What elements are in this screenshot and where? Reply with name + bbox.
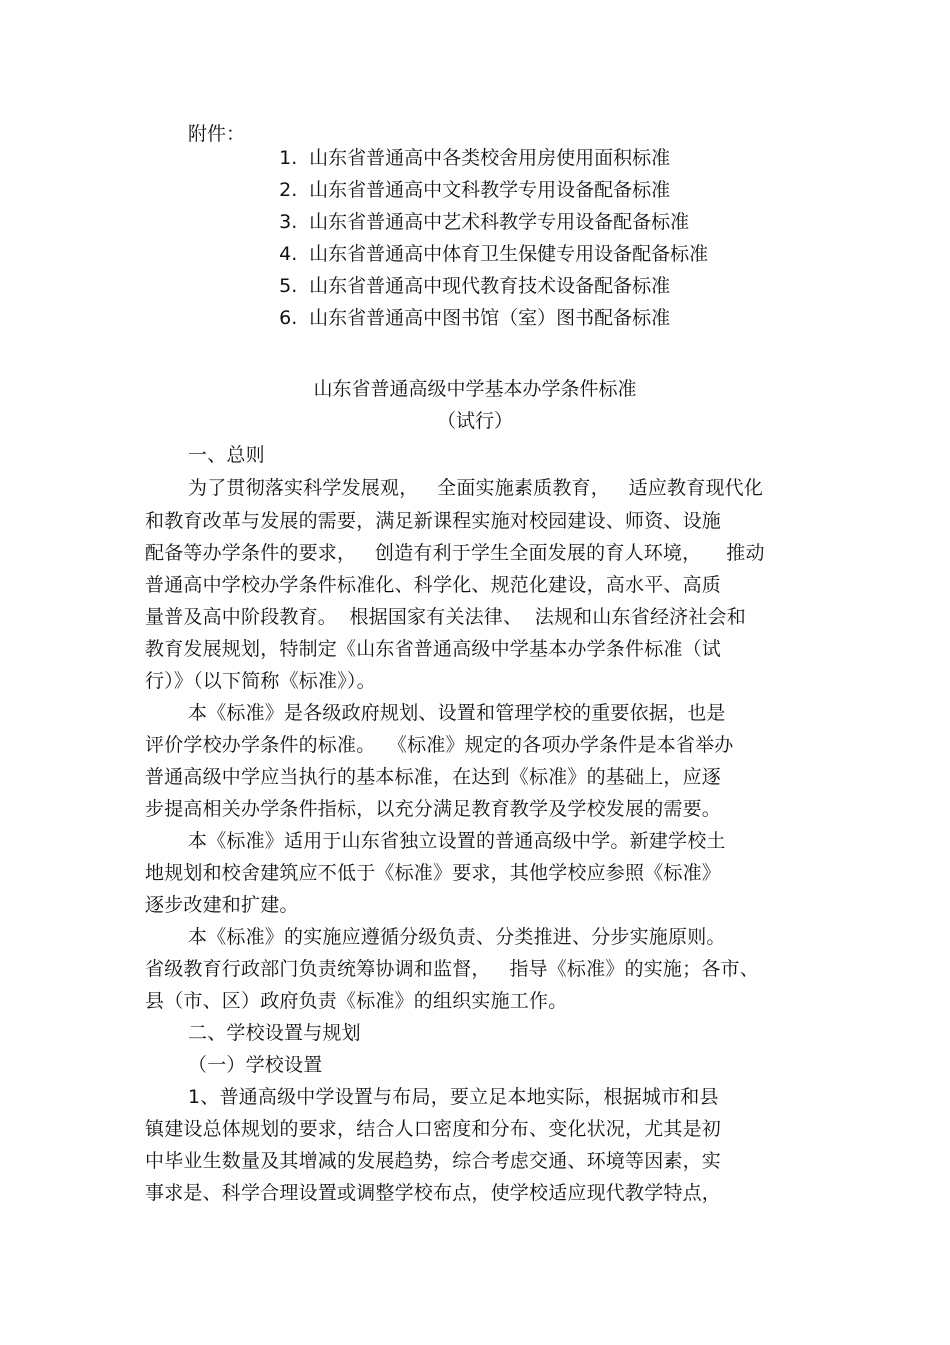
paragraph-line: 本《标准》的实施应遵循分级负责、分类推进、分步实施原则。 — [188, 926, 726, 948]
section-heading: 二、学校设置与规划 — [188, 1022, 361, 1044]
attachments-label: 附件： — [188, 123, 246, 145]
paragraph-line: 县（市、区）政府负责《标准》的组织实施工作。 — [145, 990, 568, 1012]
paragraph-line: 评价学校办学条件的标准。 《标准》规定的各项办学条件是本省举办 — [145, 734, 734, 756]
paragraph-line: 量普及高中阶段教育。 根据国家有关法律、 法规和山东省经济社会和 — [145, 606, 746, 628]
paragraph-line: 事求是、科学合理设置或调整学校布点，使学校适应现代教学特点， — [145, 1182, 722, 1204]
attachment-text: 山东省普通高中文科教学专用设备配备标准 — [309, 179, 671, 201]
paragraph-line: 教育发展规划，特制定《山东省普通高级中学基本办学条件标准（试 — [145, 638, 722, 660]
paragraph-line: 行）》（以下简称《标准》）。 — [145, 670, 376, 692]
paragraph-line: 地规划和校舍建筑应不低于《标准》要求，其他学校应参照《标准》 — [145, 862, 722, 884]
paragraph-line: 1、普通高级中学设置与布局，要立足本地实际，根据城市和县 — [188, 1086, 719, 1108]
attachment-number: 2. — [279, 179, 298, 201]
paragraph-line: 中毕业生数量及其增减的发展趋势，综合考虑交通、环境等因素，实 — [145, 1150, 722, 1172]
paragraph-line: 本《标准》是各级政府规划、设置和管理学校的重要依据，也是 — [188, 702, 726, 724]
attachment-number: 3. — [279, 211, 298, 233]
section-heading: 一、总则 — [188, 444, 265, 466]
paragraph-line: 省级教育行政部门负责统筹协调和监督， 指导《标准》的实施；各市、 — [145, 958, 759, 980]
attachment-text: 山东省普通高中图书馆（室）图书配备标准 — [309, 307, 671, 329]
attachment-number: 6. — [279, 307, 298, 329]
attachment-text: 山东省普通高中各类校舍用房使用面积标准 — [309, 147, 671, 169]
paragraph-line: 普通高级中学应当执行的基本标准，在达到《标准》的基础上，应逐 — [145, 766, 722, 788]
paragraph-line: 步提高相关办学条件指标，以充分满足教育教学及学校发展的需要。 — [145, 798, 722, 820]
paragraph-line: 配备等办学条件的要求， 创造有利于学生全面发展的育人环境， 推动 — [145, 542, 765, 564]
paragraph-line: 本《标准》适用于山东省独立设置的普通高级中学。新建学校土 — [188, 830, 726, 852]
document-title: 山东省普通高级中学基本办学条件标准 — [313, 378, 637, 400]
attachment-text: 山东省普通高中艺术科教学专用设备配备标准 — [309, 211, 690, 233]
paragraph-line: 为了贯彻落实科学发展观， 全面实施素质教育， 适应教育现代化 — [188, 477, 764, 499]
paragraph-line: 和教育改革与发展的需要，满足新课程实施对校园建设、师资、设施 — [145, 510, 722, 532]
attachment-item — [255, 282, 670, 354]
subsection-heading: （一）学校设置 — [188, 1054, 323, 1076]
attachment-text: 山东省普通高中体育卫生保健专用设备配备标准 — [309, 243, 709, 265]
attachment-number: 1. — [279, 147, 298, 169]
paragraph-line: 普通高中学校办学条件标准化、科学化、规范化建设，高水平、高质 — [145, 574, 722, 596]
attachment-number: 5. — [279, 275, 298, 297]
attachment-number: 4. — [279, 243, 298, 265]
attachment-text: 山东省普通高中现代教育技术设备配备标准 — [309, 275, 671, 297]
document-subtitle: （试行） — [436, 410, 513, 432]
paragraph-line: 镇建设总体规划的要求，结合人口密度和分布、变化状况，尤其是初 — [145, 1118, 722, 1140]
paragraph-line: 逐步改建和扩建。 — [145, 894, 299, 916]
